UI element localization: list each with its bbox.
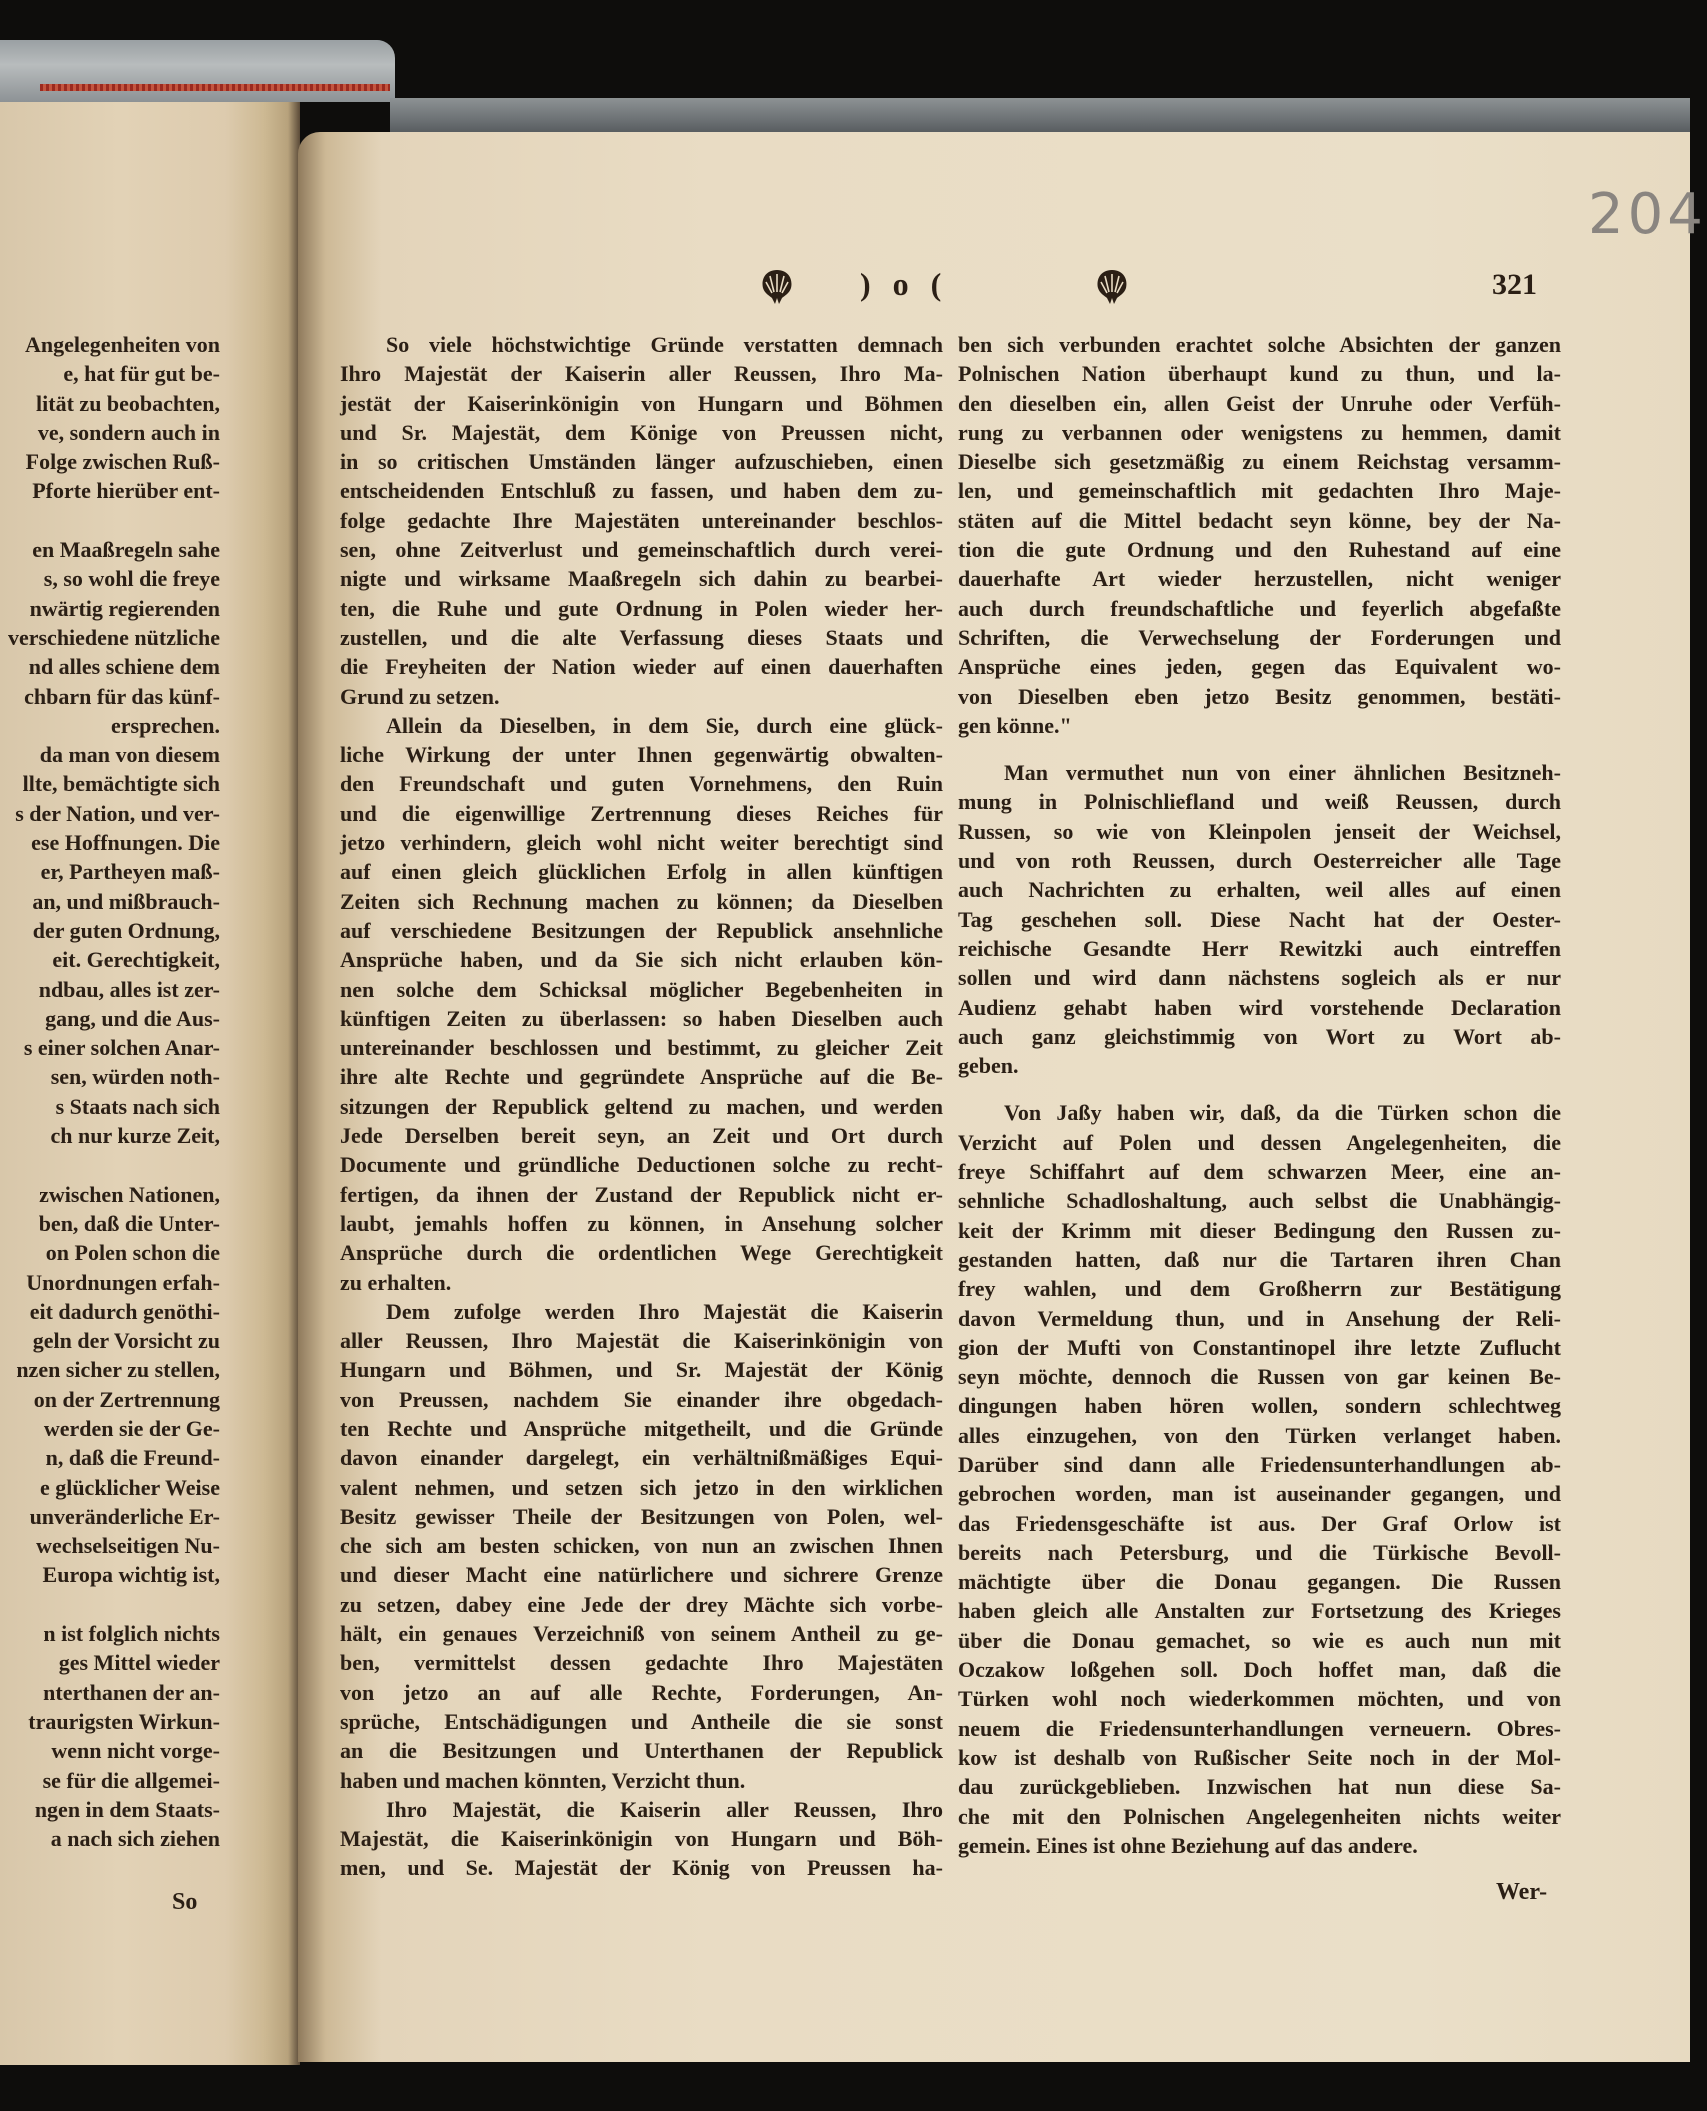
text-line: Ihro Majestät, die Kaiserin aller Reussen, Ihro [386, 1796, 943, 1822]
text-line: men, und Se. Majestät der König von Preussen ha- [340, 1855, 943, 1881]
text-line: Pforte hierüber ent- [32, 478, 220, 504]
text-line: nigte und wirksame Maaßregeln sich dahin zu bearbei- [340, 566, 943, 592]
text-line: zwischen Nationen, [39, 1181, 220, 1207]
text-line [0, 1150, 220, 1179]
text-line: entscheidenden Entschluß zu fassen, und haben dem zu- [340, 478, 943, 504]
text-line: ch nur kurze Zeit, [50, 1123, 220, 1149]
catchword: Wer- [1496, 1879, 1548, 1905]
text-line: wenn nicht vorge- [51, 1738, 220, 1764]
text-line: sprüche, Entschädigungen und Antheile die sie sonst [340, 1708, 943, 1734]
text-line: sen, ohne Zeitverlust und gemeinschaftlich durch verei- [340, 537, 943, 563]
text-line: Majestät, die Kaiserinkönigin von Hungarn und Böh- [340, 1826, 943, 1852]
text-line: der guten Ordnung, [32, 917, 220, 943]
text-line: Besitz gewisser Theile der Besitzungen von Polen, wel- [340, 1503, 943, 1529]
text-line: davon Vermeldung thun, und in Ansehung der Reli- [958, 1305, 1561, 1331]
text-line: untereinander beschlossen und bestimmt, zu gleicher Zeit [340, 1035, 943, 1061]
text-line: ben, vermittelst dessen gedachte Ihro Majestäten [340, 1650, 943, 1676]
paragraph [958, 330, 1561, 740]
text-line: in so critischen Umständen länger aufzuschieben, einen [340, 449, 943, 475]
text-line: von jetzo an auf alle Rechte, Forderungen, An- [340, 1679, 943, 1705]
shell-ornament-icon [1095, 268, 1129, 306]
text-line: gemein. Eines ist ohne Beziehung auf das andere. [958, 1832, 1418, 1858]
text-line: che sich am besten schicken, von nun an zwischen Ihnen [340, 1533, 943, 1559]
text-line: n ist folglich nichts [43, 1621, 220, 1647]
text-line: Hungarn und Böhmen, und Sr. Majestät der König [340, 1357, 943, 1383]
text-line: Allein da Dieselben, in dem Sie, durch eine glück- [386, 712, 943, 738]
text-line: den Freundschaft und guten Vornehmens, den Ruin [340, 771, 943, 797]
paragraph [340, 1297, 943, 1795]
text-line: zu setzen, dabey eine Jede der drey Mächte sich vorbe- [340, 1591, 943, 1617]
pencil-folio-number: 204 [1588, 182, 1707, 247]
text-line: ben, daß die Unter- [38, 1210, 220, 1236]
page-number: 321 [1492, 268, 1537, 301]
text-line: sitzungen der Republick geltend zu machen, und werden [340, 1093, 943, 1119]
text-line: che mit den Polnischen Angelegenheiten nichts weiter [958, 1803, 1561, 1829]
text-line: mung in Polnischliefland und weiß Reussen, durch [958, 789, 1561, 815]
text-line: folge gedachte Ihre Majestäten untereinander beschlos- [340, 507, 943, 533]
text-line: nzen sicher zu stellen, [16, 1357, 220, 1383]
text-line: ten Rechte und Ansprüche mitgetheilt, und die Gründe [340, 1415, 943, 1441]
text-line: on Polen schon die [45, 1240, 220, 1266]
text-line: an die Besitzungen und Unterthanen der Republick [340, 1738, 943, 1764]
text-line: Ansprüche durch die ordentlichen Wege Gerechtigkeit [340, 1240, 943, 1266]
text-line: gen könne." [958, 712, 1072, 738]
text-line: frey wahlen, und dem Großherrn zur Bestätigung [958, 1276, 1561, 1302]
text-line: seyn möchte, dennoch die Russen von gar keinen Be- [958, 1364, 1561, 1390]
text-line: traurigsten Wirkun- [28, 1708, 220, 1734]
text-line: Documente und gründliche Deductionen solche zu recht- [340, 1152, 943, 1178]
text-line: Jede Derselben bereit seyn, an Zeit und Ort durch [340, 1123, 943, 1149]
text-line: aller Reussen, Ihro Majestät die Kaiserinkönigin von [340, 1328, 943, 1354]
paragraph [958, 1098, 1561, 1860]
text-line: len, und gemeinschaftlich mit gedachten Ihro Maje- [958, 478, 1561, 504]
text-line: se für die allgemei- [42, 1767, 220, 1793]
text-line: ngen in dem Staats- [34, 1796, 220, 1822]
text-line: Dieselbe sich gesetzmäßig zu einem Reichstag versamm- [958, 449, 1561, 475]
text-line: dauerhafte Art wieder herzustellen, nicht weniger [958, 566, 1561, 592]
text-line: werden sie der Ge- [43, 1415, 220, 1441]
text-line: gang, und die Aus- [45, 1005, 220, 1031]
text-line: Tag geschehen soll. Diese Nacht hat der Oester- [958, 906, 1561, 932]
text-line: das Friedensgeschäfte ist aus. Der Graf Orlow ist [958, 1510, 1561, 1536]
text-line: a nach sich ziehen [50, 1826, 220, 1852]
text-line: sollen und wird dann nächstens sogleich als er nur [958, 965, 1561, 991]
text-line: hält, ein genaues Verzeichniß von seinem Antheil zu ge- [340, 1621, 943, 1647]
text-line: Darüber sind dann alle Friedensunterhandlungen ab- [958, 1451, 1561, 1477]
text-line: ben sich verbunden erachtet solche Absichten der ganzen [958, 332, 1561, 357]
text-line: Europa wichtig ist, [42, 1562, 220, 1588]
text-line: wechselseitigen Nu- [36, 1533, 220, 1559]
text-line: So viele höchstwichtige Gründe verstatten demnach [386, 332, 943, 357]
text-line: lität zu beobachten, [36, 390, 220, 416]
text-line: Türken wohl noch wiederkommen möchten, und von [958, 1686, 1561, 1712]
text-line: nd alles schiene dem [28, 654, 220, 680]
text-line: ihre alte Rechte und gegründete Ansprüche auf die Be- [340, 1064, 943, 1090]
left-page-binding-band [0, 40, 395, 102]
text-line: neuem die Friedensunterhandlungen verneuern. Obres- [958, 1715, 1561, 1741]
text-line: jetzo verhindern, gleich wohl nicht weiter berechtigt sind [340, 830, 943, 856]
text-line: Unordnungen erfah- [26, 1269, 220, 1295]
paragraph [340, 711, 943, 1297]
text-line: Grund zu setzen. [340, 683, 500, 709]
text-line: ges Mittel wieder [58, 1650, 220, 1676]
text-line: valent nehmen, und setzen sich jetzo in den wirklichen [340, 1474, 943, 1500]
text-line: davon einander dargelegt, ein verhältnißmäßiges Equi- [340, 1445, 943, 1471]
text-line: und dieser Macht eine natürlichere und sichrere Grenze [340, 1562, 943, 1588]
text-line: tion die gute Ordnung und den Ruhestand auf eine [958, 537, 1561, 563]
text-line: kow ist deshalb von Rußischer Seite noch in der Mol- [958, 1744, 1561, 1770]
text-line: nwärtig regierenden [29, 595, 220, 621]
text-line: Ihro Majestät der Kaiserin aller Reussen, Ihro Ma- [340, 361, 943, 387]
text-line [0, 1590, 220, 1619]
paragraph [340, 1795, 943, 1883]
text-line: fertigen, da ihnen der Zustand der Republick nicht er- [340, 1181, 943, 1207]
text-line: und von roth Reussen, durch Oesterreicher alle Tage [958, 848, 1561, 874]
text-line: gestanden hatten, daß nur die Tartaren ihren Chan [958, 1246, 1561, 1272]
text-line: Von Jaßy haben wir, daß, da die Türken schon die [1004, 1100, 1561, 1126]
text-line: Russen, so wie von Kleinpolen jenseit der Weichsel, [958, 818, 1561, 844]
text-line: ersprechen. [111, 712, 220, 738]
text-line: künftigen Zeiten zu überlassen: so haben Dieselben auch [340, 1005, 943, 1031]
text-line: en Maaßregeln sahe [32, 537, 220, 563]
text-line: Audienz gehabt haben wird vorstehende Declaration [958, 994, 1561, 1020]
text-line: eit dadurch genöthi- [29, 1298, 220, 1324]
text-line: dau zurückgeblieben. Inzwischen hat nun diese Sa- [958, 1774, 1561, 1800]
text-line: jestät der Kaiserinkönigin von Hungarn und Böhmen [340, 390, 943, 416]
text-line: Man vermuthet nun von einer ähnlichen Besitzneh- [1004, 760, 1561, 786]
text-line: geben. [958, 1053, 1019, 1079]
text-line: die Freyheiten der Nation wieder auf einen dauerhaften [340, 654, 943, 680]
text-line: haben gleich alle Anstalten zur Fortsetzung des Krieges [958, 1598, 1561, 1624]
text-line: haben und machen könnten, Verzicht thun. [340, 1767, 746, 1793]
text-line: auch durch freundschaftliche und feyerlich abgefaßte [958, 595, 1561, 621]
paragraph [958, 758, 1561, 1080]
text-line: auf einen gleich glücklichen Erfolg in allen künftigen [340, 859, 943, 885]
text-line: ndbau, alles ist zer- [38, 976, 220, 1002]
text-line: llte, bemächtigte sich [22, 771, 220, 797]
text-line: sen, würden noth- [50, 1064, 220, 1090]
text-line: Folge zwischen Ruß- [25, 449, 220, 475]
text-line: Schriften, die Verwechselung der Forderungen und [958, 624, 1561, 650]
text-line: nen solche dem Schicksal möglicher Begebenheiten in [340, 976, 943, 1002]
text-line: Dem zufolge werden Ihro Majestät die Kaiserin [386, 1298, 943, 1324]
text-line: auch ganz gleichstimmig von Wort zu Wort ab- [958, 1023, 1561, 1049]
text-line: und die eigenwillige Zertrennung dieses Reiches für [340, 800, 943, 826]
text-line: alles einzugehen, von den Türken verlanget haben. [958, 1422, 1561, 1448]
text-line: rung zu verbannen oder wenigstens zu hemmen, damit [958, 419, 1561, 445]
text-line: von Dieselben eben jetzo Besitz genommen, bestäti- [958, 683, 1561, 709]
text-line: Zeiten sich Rechnung machen zu können; da Dieselben [340, 888, 943, 914]
text-line: sehnliche Schadloshaltung, auch selbst die Unabhängig- [958, 1188, 1561, 1214]
text-line: geln der Vorsicht zu [32, 1328, 220, 1354]
text-line: unveränderliche Er- [29, 1503, 220, 1529]
text-line: ten, die Ruhe und gute Ordnung in Polen wieder her- [340, 595, 943, 621]
text-line: n, daß die Freund- [45, 1445, 220, 1471]
text-line: reichische Gesandte Herr Rewitzki auch eintreffen [958, 935, 1561, 961]
left-page-catchword: So [172, 1889, 198, 1915]
text-line: bereits nach Petersburg, und die Türkische Bevoll- [958, 1539, 1561, 1565]
text-line: Ansprüche eines jeden, gegen das Equivalent wo- [958, 654, 1561, 680]
text-line: gebrochen worden, man ist auseinander gegangen, und [958, 1481, 1561, 1507]
text-line: von Preussen, nachdem Sie einander ihre obgedach- [340, 1386, 943, 1412]
text-line: e glücklicher Weise [39, 1474, 220, 1500]
text-line: dingungen haben hören wollen, sondern schlechtweg [958, 1393, 1561, 1419]
headband-fringe [40, 84, 390, 91]
text-line: chbarn für das künf- [24, 683, 220, 709]
text-line [0, 506, 220, 535]
left-text-column [340, 330, 943, 1883]
text-line: ve, sondern auch in [37, 419, 220, 445]
text-line: s, so wohl die freye [43, 566, 220, 592]
running-header [740, 268, 1580, 308]
text-line: eit. Gerechtigkeit, [52, 947, 220, 973]
text-line: an, und mißbrauch- [32, 888, 220, 914]
text-line: stäten auf die Mittel bedacht seyn könne, bey der Na- [958, 507, 1561, 533]
text-line: keit der Krimm mit dieser Bedingung den Russen zu- [958, 1217, 1561, 1243]
paragraph [340, 330, 943, 711]
header-mark: )o( [860, 266, 964, 302]
right-text-column [958, 330, 1561, 1860]
text-line: zustellen, und die alte Verfassung dieses Staats und [340, 624, 943, 650]
text-line: Oczakow loßgehen soll. Doch hoffet man, daß die [958, 1657, 1561, 1683]
text-line: auch Nachrichten zu erhalten, weil alles auf einen [958, 877, 1561, 903]
text-line: ese Hoffnungen. Die [31, 830, 220, 856]
text-line: s einer solchen Anar- [23, 1035, 220, 1061]
text-line: s der Nation, und ver- [15, 800, 220, 826]
left-page-text-fragment [0, 330, 220, 1853]
text-line: und Sr. Majestät, dem Könige von Preussen nicht, [340, 419, 943, 445]
text-line: mächtigte über die Donau gegangen. Die Russen [958, 1569, 1561, 1595]
text-line: Verzicht auf Polen und dessen Angelegenheiten, die [958, 1129, 1561, 1155]
text-line: verschiedene nützliche [7, 624, 220, 650]
text-line: on der Zertrennung [33, 1386, 220, 1412]
text-line: über die Donau gemachet, so wie es auch nun mit [958, 1627, 1561, 1653]
text-line: Polnischen Nation überhaupt kund zu thun, und la- [958, 361, 1561, 387]
text-line: nterthanen der an- [43, 1679, 220, 1705]
text-line: laubt, jemahls hoffen zu können, in Ansehung solcher [340, 1210, 943, 1236]
text-line: e, hat für gut be- [63, 361, 220, 387]
text-line: liche Wirkung der unter Ihnen gegenwärtig obwalten- [340, 742, 943, 768]
text-line: da man von diesem [39, 742, 220, 768]
text-line: zu erhalten. [340, 1269, 452, 1295]
text-line: s Staats nach sich [55, 1093, 220, 1119]
shell-ornament-icon [760, 268, 794, 306]
text-line: Angelegenheiten von [25, 332, 220, 357]
text-line: er, Partheyen maß- [40, 859, 220, 885]
text-line: den dieselben ein, allen Geist der Unruhe oder Verfüh- [958, 390, 1561, 416]
text-line: auf verschiedene Besitzungen der Republick ansehnliche [340, 917, 943, 943]
text-line: gion der Mufti von Constantinopel ihre letzte Zuflucht [958, 1334, 1561, 1360]
text-line: Ansprüche haben, und da Sie sich nicht erlauben kön- [340, 947, 943, 973]
text-line: freye Schiffahrt auf dem schwarzen Meer, eine an- [958, 1159, 1561, 1185]
